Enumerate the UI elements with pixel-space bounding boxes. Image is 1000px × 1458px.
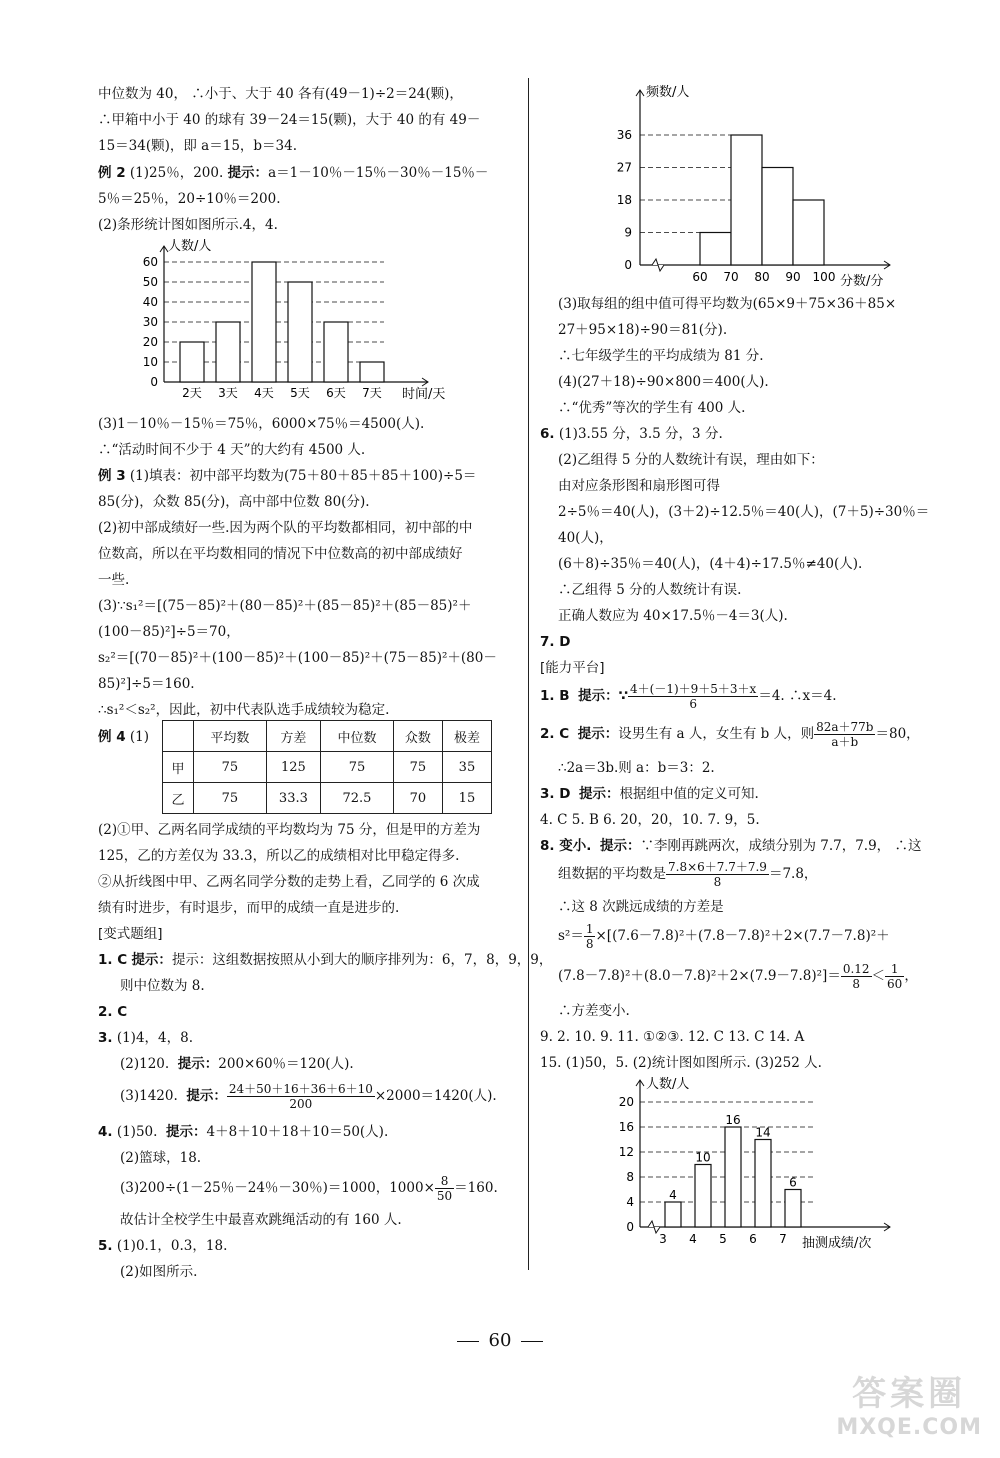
- answer-line: 4. C 5. B 6. 20，20，10. 7. 9，5.: [540, 812, 760, 828]
- text-line: ∴乙组得 5 分的人数统计有误.: [558, 582, 742, 598]
- histogram-bar: [731, 135, 762, 265]
- text-line: ∴“优秀”等次的学生有 400 人.: [558, 400, 746, 416]
- text-line: 125，乙的方差仅为 33.3，所以乙的成绩相对比甲稳定得多.: [98, 848, 460, 864]
- text-line: (100－85)²]÷5＝70，: [98, 624, 240, 640]
- bar-chart-activity-days: [128, 232, 458, 412]
- table-cell: 75: [393, 752, 442, 783]
- x-tick-label: 6天: [326, 386, 346, 400]
- y-tick-label: 0: [626, 1220, 634, 1234]
- histogram-scores: [600, 80, 940, 290]
- x-tick-label: 90: [785, 270, 801, 284]
- table-cell: 70: [393, 783, 442, 814]
- example-label: 例 3: [98, 468, 126, 484]
- y-tick-label: 4: [626, 1195, 634, 1209]
- y-tick-label: 50: [142, 275, 158, 289]
- text-line: ∴七年级学生的平均成绩为 81 分.: [558, 348, 764, 364]
- y-tick-label: 30: [142, 315, 158, 329]
- answer-line: (3)200÷(1－25％－24％－30％)＝1000，1000× $\frac{8}{50}$ ＝160.: [120, 1174, 498, 1203]
- bar: [288, 282, 312, 382]
- answer-line: 1. C 提示：提示：这组数据按照从小到大的顺序排列为：6，7，8，9，9，: [98, 952, 553, 968]
- text-line: (2)如图所示.: [120, 1264, 198, 1280]
- text-line: (3)取每组的组中值可得平均数为(65×9＋75×36＋85×: [558, 296, 897, 312]
- x-tick-label: 3: [659, 1232, 667, 1246]
- text-line: (6＋8)÷35％＝40(人)，(4＋4)÷17.5％≠40(人).: [558, 556, 863, 572]
- bar: [695, 1165, 711, 1228]
- table-cell: 33.3: [266, 783, 320, 814]
- y-tick-label: 27: [616, 160, 632, 175]
- text-line: ∴2a＝3b.则 a：b＝3：2.: [558, 760, 715, 776]
- section-heading: [变式题组]: [98, 926, 163, 942]
- fraction: $\frac{4+(-1)+9+5+3+x}{6}$: [630, 682, 757, 711]
- text-line: 2÷5％＝40(人)，(3＋2)÷12.5％＝40(人)，(7＋5)÷30％＝: [558, 504, 930, 520]
- x-tick-label: 5天: [290, 386, 310, 400]
- bar: [755, 1140, 771, 1228]
- text-line: ∴“活动时间不少于 4 天”的大约有 4500 人.: [98, 442, 366, 458]
- table-cell: 35: [442, 752, 491, 783]
- bar: [360, 362, 384, 382]
- table-header-cell: 极差: [442, 721, 491, 752]
- table-cell: 75: [194, 752, 267, 783]
- y-tick-label: 9: [624, 225, 632, 240]
- y-tick-label: 36: [616, 128, 632, 142]
- answer-line: 2. C: [98, 1004, 128, 1020]
- answer-line: 15. (1)50，5. (2)统计图如图所示. (3)252 人.: [540, 1055, 822, 1071]
- fraction: $\frac{1}{60}$: [887, 962, 903, 991]
- text-line: (4)(27＋18)÷90×800＝400(人).: [558, 374, 769, 390]
- example-label: 例 2: [98, 165, 126, 181]
- answer-line: 9. 2. 10. 9. 11. ①②③. 12. C 13. C 14. A: [540, 1029, 805, 1045]
- text-line: ∴甲箱中小于 40 的球有 39－24＝15(颗)，大于 40 的有 49－: [98, 112, 481, 128]
- answer-line: 组数据的平均数是 $\frac{7.8\times 6+7.7+7.9}{8}$ ＝7.8，: [558, 860, 818, 889]
- bar: [785, 1190, 801, 1228]
- data-label: 16: [725, 1113, 741, 1127]
- x-tick-label: 5: [719, 1232, 727, 1246]
- bar-chart-test-scores: [600, 1072, 960, 1252]
- text-line: 由对应条形图和扇形图可得: [558, 478, 720, 494]
- y-axis-label: 频数/人: [646, 85, 690, 100]
- histogram-bar: [762, 168, 793, 266]
- axis-break-mark: [652, 259, 664, 271]
- x-tick-label: 6: [749, 1232, 757, 1246]
- y-axis-label: 人数/人: [168, 239, 212, 254]
- bar: [180, 342, 204, 382]
- text-line: 一些.: [98, 572, 130, 588]
- page-number-dash: [457, 1341, 479, 1342]
- column-divider: [528, 78, 529, 1270]
- answer-line: 7. D: [540, 634, 571, 650]
- text-line: ②从折线图中甲、乙两名同学分数的走势上看，乙同学的 6 次成: [98, 874, 480, 890]
- y-tick-label: 60: [142, 255, 158, 269]
- text-line: 5％＝25％，20÷10％＝200.: [98, 191, 281, 207]
- table-header-row: [163, 721, 492, 752]
- text-line: 40(人)，: [558, 530, 613, 546]
- text-line: 位数高，所以在平均数相同的情况下中位数高的初中部成绩好: [98, 546, 463, 562]
- example-2-line: 例 2 (1)25％，200. 提示：a＝1－10％－15％－30％－15％－: [98, 165, 489, 181]
- text-line: (2)篮球，18.: [120, 1150, 202, 1166]
- table-cell: 75: [194, 783, 267, 814]
- text-line: ∴这 8 次跳远成绩的方差是: [558, 899, 724, 915]
- text-line: 27＋95×18)÷90＝81(分).: [558, 322, 728, 338]
- example-4-label: 例 4 (1): [98, 729, 150, 745]
- table-header-cell: 平均数: [194, 721, 267, 752]
- y-tick-label: 0: [150, 375, 158, 389]
- x-tick-label: 2天: [182, 386, 202, 400]
- answer-line: (2)120. 提示：200×60％＝120(人).: [120, 1056, 354, 1072]
- x-tick-label: 100: [812, 270, 836, 284]
- text-line: (3)1－10％－15％＝75％，6000×75％＝4500(人).: [98, 416, 425, 432]
- answer-line: (3)1420. 提示： $\frac{24+50+16+36+6+10}{200}$ ×2000＝1420(人).: [120, 1082, 497, 1111]
- text-line: 85)²]÷5＝160.: [98, 676, 195, 692]
- statistics-table: [162, 720, 492, 814]
- answer-line: 3. D 提示：根据组中值的定义可知.: [540, 786, 759, 802]
- bar: [324, 322, 348, 382]
- answer-line: s²＝ $\frac{1}{8}$ ×[(7.6－7.8)²＋(7.8－7.8)²＋2×(7.7－7.8)²＋: [558, 922, 890, 951]
- watermark: 答案圈 MXQE.COM: [836, 1374, 982, 1440]
- fraction: $\frac{82a+77b}{a+b}$: [816, 720, 874, 749]
- answer-line: 5. (1)0.1，0.3，18.: [98, 1238, 228, 1254]
- answer-line: 6. (1)3.55 分，3.5 分，3 分.: [540, 426, 723, 442]
- bar: [216, 322, 240, 382]
- x-tick-label: 7: [779, 1232, 787, 1246]
- text-line: 15＝34(颗)，即 a＝15，b＝34.: [98, 138, 298, 154]
- text-line: (2)条形统计图如图所示.4，4.: [98, 217, 278, 233]
- y-tick-label: 8: [626, 1170, 634, 1184]
- text-line: (2)乙组得 5 分的人数统计有误，理由如下：: [558, 452, 824, 468]
- text-line: 故估计全校学生中最喜欢跳绳活动的有 160 人.: [120, 1212, 402, 1228]
- text-line: 正确人数应为 40×17.5％－4＝3(人).: [558, 608, 788, 624]
- text-line: (3)∵s₁²＝[(75－85)²＋(80－85)²＋(85－85)²＋(85－85)²＋: [98, 598, 472, 614]
- example-3-line: 例 3 (1)填表：初中部平均数为(75＋80＋85＋85＋100)÷5＝: [98, 468, 477, 484]
- table-cell: 乙: [163, 783, 194, 814]
- x-tick-label: 3天: [218, 386, 238, 400]
- text-line: (2)①甲、乙两名同学成绩的平均数均为 75 分，但是甲的方差为: [98, 822, 481, 838]
- table-cell: [163, 721, 194, 752]
- bar: [252, 262, 276, 382]
- x-tick-label: 80: [754, 270, 770, 284]
- fraction: $\frac{7.8\times 6+7.7+7.9}{8}$: [668, 860, 767, 889]
- x-tick-label: 4天: [254, 386, 274, 400]
- y-tick-label: 12: [618, 1145, 634, 1159]
- answer-line: 2. C 提示：设男生有 a 人，女生有 b 人，则 $\frac{82a+77b}{a+b}$ ＝80，: [540, 720, 920, 749]
- table-row: [163, 752, 492, 783]
- data-label: 14: [755, 1125, 771, 1140]
- y-tick-label: 16: [618, 1120, 634, 1134]
- answer-line: 3. (1)4，4，8.: [98, 1030, 194, 1046]
- page-number-dash: [521, 1341, 543, 1342]
- table-cell: 75: [321, 752, 394, 783]
- histogram-bar: [793, 200, 824, 265]
- text-line: 则中位数为 8.: [120, 978, 205, 994]
- table-cell: 72.5: [321, 783, 394, 814]
- table-cell: 甲: [163, 752, 194, 783]
- bar: [665, 1202, 681, 1227]
- table-row: [163, 783, 492, 814]
- text-line: ∴方差变小.: [558, 1003, 630, 1019]
- text-line: 85(分)，众数 85(分)，高中部中位数 80(分).: [98, 494, 370, 510]
- table-header-cell: 众数: [393, 721, 442, 752]
- table-header-cell: 方差: [266, 721, 320, 752]
- y-tick-label: 40: [142, 295, 158, 309]
- data-label: 6: [789, 1175, 797, 1190]
- table-cell: 15: [442, 783, 491, 814]
- answer-line: 1. B 提示：∵ $\frac{4+(-1)+9+5+3+x}{6}$ ＝4. ∴x＝4.: [540, 682, 837, 711]
- x-axis-label: 分数/分: [840, 274, 884, 289]
- x-axis-label: 时间/天: [402, 387, 446, 402]
- answer-line: (7.8－7.8)²＋(8.0－7.8)²＋2×(7.9－7.8)²]＝ $\frac{0.12}{8}$ ＜ $\frac{1}{60}$ ，: [558, 962, 918, 991]
- x-tick-label: 7天: [362, 386, 382, 400]
- y-tick-label: 20: [618, 1095, 634, 1109]
- x-tick-label: 60: [692, 270, 708, 284]
- answer-line: 8. 变小. 提示：∵李刚再跳两次，成绩分别为 7.7，7.9， ∴这: [540, 838, 922, 854]
- y-tick-label: 0: [624, 258, 632, 272]
- text-line: 绩有时进步，有时退步，而甲的成绩一直是进步的.: [98, 900, 400, 916]
- text-line: 中位数为 40， ∴小于、大于 40 各有(49－1)÷2＝24(颗)，: [98, 86, 463, 102]
- fraction: $\frac{24+50+16+36+6+10}{200}$: [228, 1082, 373, 1111]
- y-tick-label: 10: [142, 355, 158, 369]
- y-axis-label: 人数/人: [646, 1077, 690, 1092]
- fraction: $\frac{1}{8}$: [585, 922, 594, 951]
- x-tick-label: 4: [689, 1232, 697, 1246]
- text-line: s₂²＝[(70－85)²＋(100－85)²＋(100－85)²＋(75－85)²＋(80－: [98, 650, 497, 666]
- data-label: 10: [695, 1150, 711, 1165]
- answer-line: 4. (1)50. 提示：4＋8＋10＋18＋10＝50(人).: [98, 1124, 389, 1140]
- y-tick-label: 20: [142, 335, 158, 349]
- fraction: $\frac{0.12}{8}$: [842, 962, 870, 991]
- y-tick-label: 18: [616, 193, 632, 207]
- bar: [725, 1127, 741, 1227]
- x-tick-label: 70: [723, 270, 739, 284]
- text-line: ∴s₁²＜s₂²，因此，初中代表队选手成绩较为稳定.: [98, 702, 390, 718]
- table-header-cell: 中位数: [321, 721, 394, 752]
- page-number: 60: [0, 1330, 1000, 1351]
- text-line: (2)初中部成绩好一些.因为两个队的平均数都相同，初中部的中: [98, 520, 473, 536]
- table-cell: 125: [266, 752, 320, 783]
- section-heading: [能力平台]: [540, 660, 605, 676]
- fraction: $\frac{8}{50}$: [436, 1174, 453, 1203]
- histogram-bar: [700, 233, 731, 266]
- x-axis-label: 抽测成绩/次: [802, 1236, 872, 1251]
- data-label: 4: [669, 1188, 677, 1202]
